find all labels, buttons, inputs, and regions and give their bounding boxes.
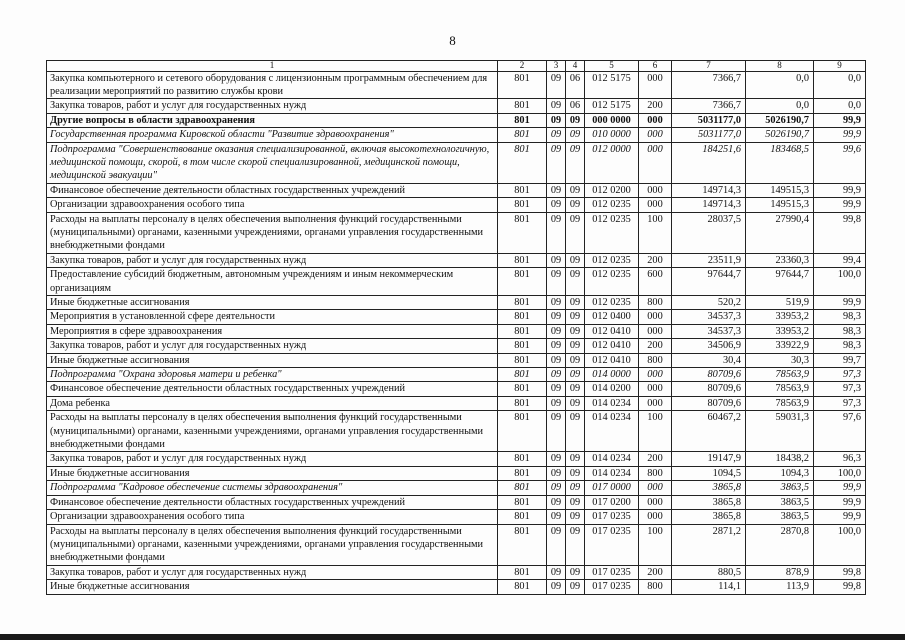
actual-amount-cell: 5026190,7 (746, 113, 814, 127)
header-cell: 8 (746, 61, 814, 72)
percent-cell: 99,9 (814, 113, 866, 127)
subsection-code-cell: 09 (566, 183, 585, 197)
planned-amount-cell: 880,5 (672, 565, 746, 579)
item-name-cell: Государственная программа Кировской области "Развитие здравоохранения" (47, 128, 498, 142)
expense-type-cell: 000 (639, 324, 672, 338)
actual-amount-cell: 0,0 (746, 71, 814, 99)
planned-amount-cell: 1094,5 (672, 466, 746, 480)
target-article-cell: 014 0234 (585, 396, 639, 410)
section-code-cell: 09 (547, 411, 566, 452)
item-name-cell: Предоставление субсидий бюджетным, автономным учреждениям и иным некоммерческим организациям (47, 268, 498, 296)
actual-amount-cell: 3863,5 (746, 510, 814, 524)
item-name-cell: Закупка товаров, работ и услуг для государственных нужд (47, 339, 498, 353)
ministry-code-cell: 801 (498, 411, 547, 452)
header-cell: 6 (639, 61, 672, 72)
actual-amount-cell: 3863,5 (746, 481, 814, 495)
planned-amount-cell: 80709,6 (672, 368, 746, 382)
header-cell: 1 (47, 61, 498, 72)
target-article-cell: 017 0235 (585, 510, 639, 524)
target-article-cell: 012 0235 (585, 268, 639, 296)
target-article-cell: 000 0000 (585, 113, 639, 127)
actual-amount-cell: 33953,2 (746, 310, 814, 324)
expense-type-cell: 000 (639, 396, 672, 410)
target-article-cell: 017 0235 (585, 580, 639, 594)
ministry-code-cell: 801 (498, 268, 547, 296)
subsection-code-cell: 09 (566, 466, 585, 480)
expense-type-cell: 100 (639, 411, 672, 452)
subsection-code-cell: 09 (566, 268, 585, 296)
subsection-code-cell: 09 (566, 212, 585, 253)
ministry-code-cell: 801 (498, 339, 547, 353)
section-code-cell: 09 (547, 368, 566, 382)
percent-cell: 99,8 (814, 580, 866, 594)
actual-amount-cell: 2870,8 (746, 524, 814, 565)
table-row (47, 253, 866, 267)
table-row (47, 495, 866, 509)
item-name-cell: Расходы на выплаты персоналу в целях обеспечения выполнения функций государственными (муниципальными) органами, казенными учреждениями, органами управления государственными внебюджетными фондами (47, 524, 498, 565)
section-code-cell: 09 (547, 183, 566, 197)
item-name-cell: Закупка товаров, работ и услуг для государственных нужд (47, 565, 498, 579)
actual-amount-cell: 149515,3 (746, 183, 814, 197)
budget-table (46, 60, 866, 595)
percent-cell: 98,3 (814, 310, 866, 324)
item-name-cell: Закупка товаров, работ и услуг для государственных нужд (47, 99, 498, 113)
item-name-cell: Иные бюджетные ассигнования (47, 353, 498, 367)
item-name-cell: Организации здравоохранения особого типа (47, 198, 498, 212)
subsection-code-cell: 09 (566, 142, 585, 183)
header-cell: 9 (814, 61, 866, 72)
table-row (47, 382, 866, 396)
section-code-cell: 09 (547, 310, 566, 324)
section-code-cell: 09 (547, 324, 566, 338)
item-name-cell: Расходы на выплаты персоналу в целях обеспечения выполнения функций государственными (муниципальными) органами, казенными учреждениями, органами управления государственными внебюджетными фондами (47, 212, 498, 253)
target-article-cell: 017 0235 (585, 524, 639, 565)
subsection-code-cell: 09 (566, 382, 585, 396)
table-row (47, 580, 866, 594)
section-code-cell: 09 (547, 382, 566, 396)
actual-amount-cell: 519,9 (746, 296, 814, 310)
subsection-code-cell: 09 (566, 452, 585, 466)
item-name-cell: Подпрограмма "Кадровое обеспечение системы здравоохранения" (47, 481, 498, 495)
subsection-code-cell: 09 (566, 128, 585, 142)
ministry-code-cell: 801 (498, 128, 547, 142)
section-code-cell: 09 (547, 396, 566, 410)
actual-amount-cell: 78563,9 (746, 396, 814, 410)
table-row (47, 510, 866, 524)
percent-cell: 97,6 (814, 411, 866, 452)
target-article-cell: 012 0410 (585, 339, 639, 353)
subsection-code-cell: 09 (566, 565, 585, 579)
subsection-code-cell: 09 (566, 310, 585, 324)
table-row (47, 452, 866, 466)
table-row (47, 353, 866, 367)
section-code-cell: 09 (547, 353, 566, 367)
table-row (47, 268, 866, 296)
section-code-cell: 09 (547, 510, 566, 524)
ministry-code-cell: 801 (498, 524, 547, 565)
ministry-code-cell: 801 (498, 466, 547, 480)
table-row (47, 411, 866, 452)
table-row (47, 481, 866, 495)
percent-cell: 99,7 (814, 353, 866, 367)
subsection-code-cell: 09 (566, 296, 585, 310)
subsection-code-cell: 06 (566, 99, 585, 113)
expense-type-cell: 800 (639, 580, 672, 594)
expense-type-cell: 200 (639, 339, 672, 353)
actual-amount-cell: 0,0 (746, 99, 814, 113)
ministry-code-cell: 801 (498, 253, 547, 267)
subsection-code-cell: 09 (566, 198, 585, 212)
target-article-cell: 012 0235 (585, 212, 639, 253)
ministry-code-cell: 801 (498, 481, 547, 495)
percent-cell: 97,3 (814, 396, 866, 410)
ministry-code-cell: 801 (498, 99, 547, 113)
section-code-cell: 09 (547, 212, 566, 253)
header-cell: 2 (498, 61, 547, 72)
actual-amount-cell: 30,3 (746, 353, 814, 367)
ministry-code-cell: 801 (498, 324, 547, 338)
percent-cell: 100,0 (814, 268, 866, 296)
section-code-cell: 09 (547, 296, 566, 310)
expense-type-cell: 000 (639, 128, 672, 142)
section-code-cell: 09 (547, 198, 566, 212)
ministry-code-cell: 801 (498, 71, 547, 99)
planned-amount-cell: 520,2 (672, 296, 746, 310)
header-cell: 5 (585, 61, 639, 72)
subsection-code-cell: 09 (566, 411, 585, 452)
target-article-cell: 012 0200 (585, 183, 639, 197)
ministry-code-cell: 801 (498, 353, 547, 367)
ministry-code-cell: 801 (498, 183, 547, 197)
ministry-code-cell: 801 (498, 198, 547, 212)
table-row (47, 296, 866, 310)
percent-cell: 98,3 (814, 339, 866, 353)
planned-amount-cell: 97644,7 (672, 268, 746, 296)
item-name-cell: Финансовое обеспечение деятельности областных государственных учреждений (47, 183, 498, 197)
planned-amount-cell: 3865,8 (672, 481, 746, 495)
header-cell: 7 (672, 61, 746, 72)
expense-type-cell: 800 (639, 353, 672, 367)
expense-type-cell: 100 (639, 212, 672, 253)
planned-amount-cell: 30,4 (672, 353, 746, 367)
subsection-code-cell: 09 (566, 580, 585, 594)
target-article-cell: 014 0000 (585, 368, 639, 382)
item-name-cell: Дома ребенка (47, 396, 498, 410)
section-code-cell: 09 (547, 495, 566, 509)
item-name-cell: Закупка товаров, работ и услуг для государственных нужд (47, 253, 498, 267)
expense-type-cell: 000 (639, 198, 672, 212)
target-article-cell: 014 0234 (585, 411, 639, 452)
actual-amount-cell: 18438,2 (746, 452, 814, 466)
target-article-cell: 010 0000 (585, 128, 639, 142)
ministry-code-cell: 801 (498, 510, 547, 524)
table-row (47, 310, 866, 324)
percent-cell: 0,0 (814, 99, 866, 113)
section-code-cell: 09 (547, 113, 566, 127)
subsection-code-cell: 09 (566, 510, 585, 524)
target-article-cell: 012 0410 (585, 324, 639, 338)
section-code-cell: 09 (547, 481, 566, 495)
item-name-cell: Закупка компьютерного и сетевого оборудования с лицензионным программным обеспечением для реализации мероприятий по развитию службы крови (47, 71, 498, 99)
expense-type-cell: 000 (639, 71, 672, 99)
planned-amount-cell: 149714,3 (672, 198, 746, 212)
table-row (47, 466, 866, 480)
planned-amount-cell: 149714,3 (672, 183, 746, 197)
section-code-cell: 09 (547, 253, 566, 267)
percent-cell: 96,3 (814, 452, 866, 466)
table-row (47, 396, 866, 410)
item-name-cell: Расходы на выплаты персоналу в целях обеспечения выполнения функций государственными (муниципальными) органами, казенными учреждениями, органами управления государственными внебюджетными фондами (47, 411, 498, 452)
actual-amount-cell: 113,9 (746, 580, 814, 594)
actual-amount-cell: 97644,7 (746, 268, 814, 296)
expense-type-cell: 200 (639, 452, 672, 466)
expense-type-cell: 600 (639, 268, 672, 296)
subsection-code-cell: 09 (566, 368, 585, 382)
target-article-cell: 017 0235 (585, 565, 639, 579)
actual-amount-cell: 878,9 (746, 565, 814, 579)
actual-amount-cell: 78563,9 (746, 382, 814, 396)
actual-amount-cell: 1094,3 (746, 466, 814, 480)
item-name-cell: Мероприятия в сфере здравоохранения (47, 324, 498, 338)
header-cell: 3 (547, 61, 566, 72)
actual-amount-cell: 3863,5 (746, 495, 814, 509)
subsection-code-cell: 09 (566, 495, 585, 509)
expense-type-cell: 000 (639, 495, 672, 509)
actual-amount-cell: 23360,3 (746, 253, 814, 267)
ministry-code-cell: 801 (498, 142, 547, 183)
planned-amount-cell: 60467,2 (672, 411, 746, 452)
expense-type-cell: 000 (639, 368, 672, 382)
item-name-cell: Финансовое обеспечение деятельности областных государственных учреждений (47, 495, 498, 509)
percent-cell: 99,8 (814, 212, 866, 253)
table-row (47, 113, 866, 127)
item-name-cell: Другие вопросы в области здравоохранения (47, 113, 498, 127)
subsection-code-cell: 06 (566, 71, 585, 99)
expense-type-cell: 000 (639, 142, 672, 183)
planned-amount-cell: 23511,9 (672, 253, 746, 267)
scan-edge (0, 634, 905, 640)
planned-amount-cell: 7366,7 (672, 71, 746, 99)
percent-cell: 100,0 (814, 524, 866, 565)
section-code-cell: 09 (547, 339, 566, 353)
actual-amount-cell: 59031,3 (746, 411, 814, 452)
table-row (47, 71, 866, 99)
table-row (47, 565, 866, 579)
target-article-cell: 017 0000 (585, 481, 639, 495)
table-row (47, 324, 866, 338)
item-name-cell: Мероприятия в установленной сфере деятельности (47, 310, 498, 324)
expense-type-cell: 800 (639, 296, 672, 310)
planned-amount-cell: 184251,6 (672, 142, 746, 183)
header-cell: 4 (566, 61, 585, 72)
planned-amount-cell: 2871,2 (672, 524, 746, 565)
ministry-code-cell: 801 (498, 212, 547, 253)
header-row (47, 61, 866, 72)
actual-amount-cell: 27990,4 (746, 212, 814, 253)
expense-type-cell: 800 (639, 466, 672, 480)
planned-amount-cell: 34537,3 (672, 324, 746, 338)
percent-cell: 97,3 (814, 382, 866, 396)
target-article-cell: 017 0200 (585, 495, 639, 509)
subsection-code-cell: 09 (566, 324, 585, 338)
item-name-cell: Подпрограмма "Совершенствование оказания специализированной, включая высокотехнологичную, медицинской помощи, скорой, в том числе скорой специализированной, медицинской помощи, медицинской эвакуации" (47, 142, 498, 183)
expense-type-cell: 100 (639, 524, 672, 565)
planned-amount-cell: 5031177,0 (672, 128, 746, 142)
section-code-cell: 09 (547, 452, 566, 466)
expense-type-cell: 000 (639, 113, 672, 127)
target-article-cell: 012 0235 (585, 198, 639, 212)
item-name-cell: Финансовое обеспечение деятельности областных государственных учреждений (47, 382, 498, 396)
item-name-cell: Иные бюджетные ассигнования (47, 296, 498, 310)
planned-amount-cell: 19147,9 (672, 452, 746, 466)
table-row (47, 212, 866, 253)
percent-cell: 99,9 (814, 128, 866, 142)
subsection-code-cell: 09 (566, 481, 585, 495)
target-article-cell: 012 0400 (585, 310, 639, 324)
table-row (47, 183, 866, 197)
item-name-cell: Иные бюджетные ассигнования (47, 580, 498, 594)
actual-amount-cell: 78563,9 (746, 368, 814, 382)
planned-amount-cell: 28037,5 (672, 212, 746, 253)
percent-cell: 99,6 (814, 142, 866, 183)
item-name-cell: Закупка товаров, работ и услуг для государственных нужд (47, 452, 498, 466)
ministry-code-cell: 801 (498, 382, 547, 396)
expense-type-cell: 000 (639, 310, 672, 324)
table-row (47, 142, 866, 183)
table-row (47, 524, 866, 565)
ministry-code-cell: 801 (498, 580, 547, 594)
percent-cell: 97,3 (814, 368, 866, 382)
planned-amount-cell: 3865,8 (672, 510, 746, 524)
percent-cell: 99,9 (814, 481, 866, 495)
section-code-cell: 09 (547, 142, 566, 183)
subsection-code-cell: 09 (566, 339, 585, 353)
section-code-cell: 09 (547, 524, 566, 565)
planned-amount-cell: 3865,8 (672, 495, 746, 509)
ministry-code-cell: 801 (498, 396, 547, 410)
expense-type-cell: 200 (639, 253, 672, 267)
planned-amount-cell: 80709,6 (672, 382, 746, 396)
target-article-cell: 012 5175 (585, 99, 639, 113)
section-code-cell: 09 (547, 466, 566, 480)
expense-type-cell: 000 (639, 510, 672, 524)
item-name-cell: Организации здравоохранения особого типа (47, 510, 498, 524)
subsection-code-cell: 09 (566, 113, 585, 127)
ministry-code-cell: 801 (498, 495, 547, 509)
ministry-code-cell: 801 (498, 452, 547, 466)
table-row (47, 128, 866, 142)
ministry-code-cell: 801 (498, 565, 547, 579)
ministry-code-cell: 801 (498, 296, 547, 310)
percent-cell: 99,9 (814, 495, 866, 509)
expense-type-cell: 000 (639, 481, 672, 495)
target-article-cell: 014 0234 (585, 466, 639, 480)
percent-cell: 99,9 (814, 510, 866, 524)
expense-type-cell: 200 (639, 565, 672, 579)
actual-amount-cell: 5026190,7 (746, 128, 814, 142)
percent-cell: 100,0 (814, 466, 866, 480)
actual-amount-cell: 149515,3 (746, 198, 814, 212)
percent-cell: 99,4 (814, 253, 866, 267)
section-code-cell: 09 (547, 580, 566, 594)
table-row (47, 99, 866, 113)
percent-cell: 99,8 (814, 565, 866, 579)
expense-type-cell: 200 (639, 99, 672, 113)
section-code-cell: 09 (547, 99, 566, 113)
actual-amount-cell: 33922,9 (746, 339, 814, 353)
ministry-code-cell: 801 (498, 310, 547, 324)
table-row (47, 339, 866, 353)
target-article-cell: 012 0235 (585, 253, 639, 267)
section-code-cell: 09 (547, 565, 566, 579)
section-code-cell: 09 (547, 268, 566, 296)
percent-cell: 0,0 (814, 71, 866, 99)
item-name-cell: Подпрограмма "Охрана здоровья матери и ребенка" (47, 368, 498, 382)
percent-cell: 98,3 (814, 324, 866, 338)
subsection-code-cell: 09 (566, 524, 585, 565)
table-row (47, 198, 866, 212)
planned-amount-cell: 114,1 (672, 580, 746, 594)
target-article-cell: 012 0000 (585, 142, 639, 183)
planned-amount-cell: 5031177,0 (672, 113, 746, 127)
ministry-code-cell: 801 (498, 368, 547, 382)
ministry-code-cell: 801 (498, 113, 547, 127)
percent-cell: 99,9 (814, 198, 866, 212)
target-article-cell: 014 0200 (585, 382, 639, 396)
section-code-cell: 09 (547, 128, 566, 142)
subsection-code-cell: 09 (566, 253, 585, 267)
planned-amount-cell: 80709,6 (672, 396, 746, 410)
item-name-cell: Иные бюджетные ассигнования (47, 466, 498, 480)
subsection-code-cell: 09 (566, 396, 585, 410)
percent-cell: 99,9 (814, 183, 866, 197)
target-article-cell: 014 0234 (585, 452, 639, 466)
target-article-cell: 012 0410 (585, 353, 639, 367)
page-number: 8 (449, 33, 456, 48)
planned-amount-cell: 7366,7 (672, 99, 746, 113)
expense-type-cell: 000 (639, 183, 672, 197)
actual-amount-cell: 183468,5 (746, 142, 814, 183)
target-article-cell: 012 0235 (585, 296, 639, 310)
planned-amount-cell: 34506,9 (672, 339, 746, 353)
target-article-cell: 012 5175 (585, 71, 639, 99)
section-code-cell: 09 (547, 71, 566, 99)
actual-amount-cell: 33953,2 (746, 324, 814, 338)
planned-amount-cell: 34537,3 (672, 310, 746, 324)
subsection-code-cell: 09 (566, 353, 585, 367)
expense-type-cell: 000 (639, 382, 672, 396)
percent-cell: 99,9 (814, 296, 866, 310)
table-row (47, 368, 866, 382)
